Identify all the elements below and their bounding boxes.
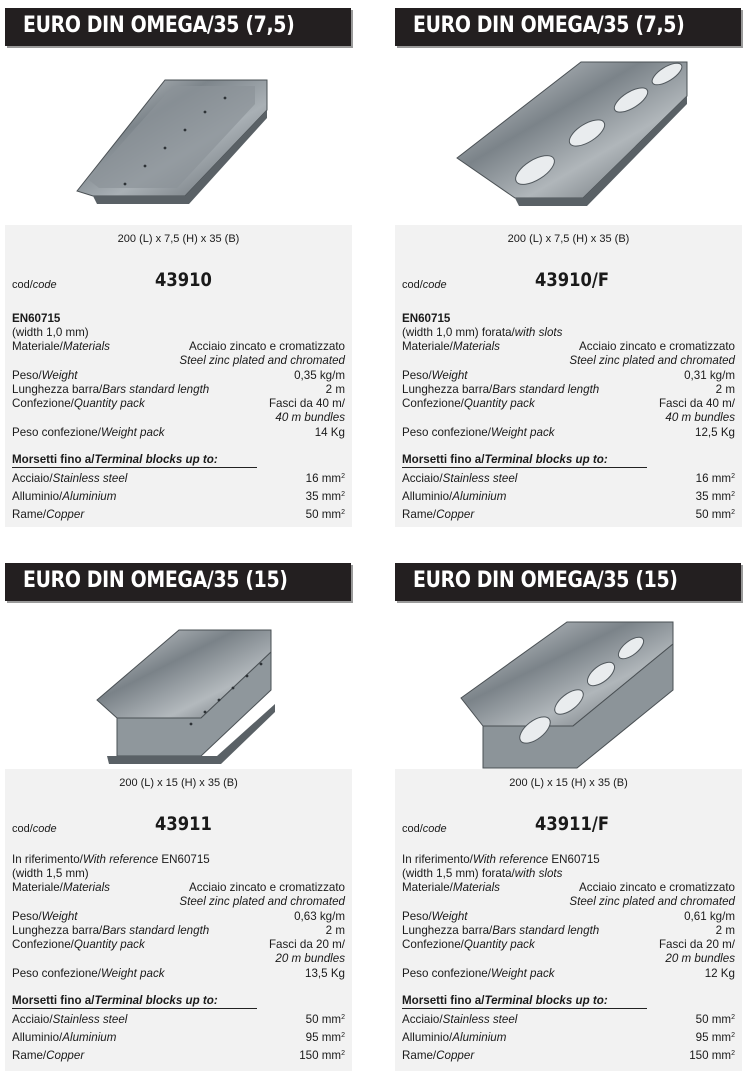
product-code: 43910/F bbox=[535, 269, 609, 291]
title-bar bbox=[395, 8, 741, 46]
aluminium-row: Alluminio/Aluminium 95 $mm^2$ bbox=[12, 1031, 345, 1044]
reference-line: In riferimento/With reference EN60715 bbox=[402, 853, 600, 866]
weight-pack-row: Peso confezione/Weight pack 14 Kg bbox=[12, 426, 345, 439]
length-row: Lunghezza barra/Bars standard length 2 m bbox=[12, 924, 345, 937]
materials-row: Materiale/Materials Acciaio zincato e cromatizzato bbox=[402, 881, 735, 894]
aluminium-row: Alluminio/Aluminium 35 $mm^2$ bbox=[12, 490, 345, 503]
weight-pack-row: Peso confezione/Weight pack 12 Kg bbox=[402, 967, 735, 980]
terminal-blocks-heading: Morsetti fino a/Terminal blocks up to: bbox=[12, 453, 257, 468]
length-row: Lunghezza barra/Bars standard length 2 m bbox=[402, 383, 735, 396]
dimensions: 200 (L) x 7,5 (H) x 35 (B) bbox=[117, 233, 240, 245]
copper-row: Rame/Copper 50 $mm^2$ bbox=[12, 508, 345, 521]
materials-row: Materiale/Materials Acciaio zincato e cromatizzato bbox=[12, 881, 345, 894]
terminal-blocks-heading: Morsetti fino a/Terminal blocks up to: bbox=[402, 994, 647, 1009]
weight-row: Peso/Weight 0,35 kg/m bbox=[12, 369, 345, 382]
code-label: cod/code bbox=[12, 823, 57, 835]
title-bar bbox=[5, 563, 351, 601]
code-label: cod/code bbox=[12, 279, 57, 291]
steel-row: Acciaio/Stainless steel 50 $mm^2$ bbox=[402, 1013, 735, 1026]
weight-row: Peso/Weight 0,31 kg/m bbox=[402, 369, 735, 382]
weight-pack-row: Peso confezione/Weight pack 12,5 Kg bbox=[402, 426, 735, 439]
width-line: (width 1,5 mm) forata/with slots bbox=[402, 867, 563, 880]
length-row: Lunghezza barra/Bars standard length 2 m bbox=[402, 924, 735, 937]
weight-row: Peso/Weight 0,63 kg/m bbox=[12, 910, 345, 923]
product-title: EURO DIN OMEGA/35 (15) bbox=[23, 568, 288, 593]
copper-row: Rame/Copper 50 $mm^2$ bbox=[402, 508, 735, 521]
weight-row: Peso/Weight 0,61 kg/m bbox=[402, 910, 735, 923]
materials-row: Materiale/Materials Acciaio zincato e cromatizzato bbox=[402, 340, 735, 353]
standard: EN60715 bbox=[402, 312, 451, 325]
terminal-blocks-heading: Morsetti fino a/Terminal blocks up to: bbox=[12, 994, 257, 1009]
terminal-blocks-heading: Morsetti fino a/Terminal blocks up to: bbox=[402, 453, 647, 468]
product-code: 43910 bbox=[155, 269, 212, 291]
product-code: 43911 bbox=[155, 813, 212, 835]
width-line: (width 1,0 mm) forata/with slots bbox=[402, 326, 563, 339]
product-title: EURO DIN OMEGA/35 (15) bbox=[413, 568, 678, 593]
copper-row: Rame/Copper 150 $mm^2$ bbox=[402, 1049, 735, 1062]
steel-row: Acciaio/Stainless steel 16 $mm^2$ bbox=[12, 472, 345, 485]
spec-panel: 200 (L) x 7,5 (H) x 35 (B) cod/code 43910 EN60715 (width 1,0 mm) Materiale/Materials Acciaio zincato e cromatizzato Steel zinc plated and chromated Peso/Weight 0,35 kg/m Lunghezza barra/Bars standard length 2 m Confezione/Quantity pack Fasci da 40 m/ 40 m bundles Peso confezione/Weight pack 14 Kg Morsetti fino a/Terminal blocks up to: Acciaio/Stainless steel 16 $mm^2$ Alluminio/Aluminium 35 $mm^2$ Rame/Copper 50 $mm^2$ bbox=[5, 225, 352, 527]
code-label: cod/code bbox=[402, 279, 447, 291]
weight-pack-row: Peso confezione/Weight pack 13,5 Kg bbox=[12, 967, 345, 980]
steel-row: Acciaio/Stainless steel 50 $mm^2$ bbox=[12, 1013, 345, 1026]
steel-row: Acciaio/Stainless steel 16 $mm^2$ bbox=[402, 472, 735, 485]
title-bar bbox=[5, 8, 351, 46]
din-rail-image bbox=[5, 603, 352, 783]
spec-panel: 200 (L) x 15 (H) x 35 (B) cod/code 43911/F In riferimento/With reference EN60715 (width 1,5 mm) forata/with slots Materiale/Materials Acciaio zincato e cromatizzato Steel zinc plated and chromated Peso/Weight 0,61 kg/m Lunghezza barra/Bars standard length 2 m Confezione/Quantity pack Fasci da 20 m/ 20 m bundles Peso confezione/Weight pack 12 Kg Morsetti fino a/Terminal blocks up to: Acciaio/Stainless steel 50 $mm^2$ Alluminio/Aluminium 95 $mm^2$ Rame/Copper 150 $mm^2$ bbox=[395, 769, 742, 1071]
width-line: (width 1,5 mm) bbox=[12, 867, 89, 880]
pack-row: Confezione/Quantity pack Fasci da 20 m/ bbox=[402, 938, 735, 951]
dimensions: 200 (L) x 7,5 (H) x 35 (B) bbox=[507, 233, 630, 245]
copper-row: Rame/Copper 150 $mm^2$ bbox=[12, 1049, 345, 1062]
product-title: EURO DIN OMEGA/35 (7,5) bbox=[23, 13, 295, 38]
product-title: EURO DIN OMEGA/35 (7,5) bbox=[413, 13, 685, 38]
width-line: (width 1,0 mm) bbox=[12, 326, 89, 339]
code-label: cod/code bbox=[402, 823, 447, 835]
aluminium-row: Alluminio/Aluminium 95 $mm^2$ bbox=[402, 1031, 735, 1044]
dimensions: 200 (L) x 15 (H) x 35 (B) bbox=[119, 777, 238, 789]
standard: EN60715 bbox=[12, 312, 61, 325]
dimensions: 200 (L) x 15 (H) x 35 (B) bbox=[509, 777, 628, 789]
title-bar bbox=[395, 563, 741, 601]
pack-row: Confezione/Quantity pack Fasci da 40 m/ bbox=[402, 397, 735, 410]
materials-row: Materiale/Materials Acciaio zincato e cromatizzato bbox=[12, 340, 345, 353]
din-rail-image bbox=[5, 48, 352, 228]
reference-line: In riferimento/With reference EN60715 bbox=[12, 853, 210, 866]
product-code: 43911/F bbox=[535, 813, 609, 835]
pack-row: Confezione/Quantity pack Fasci da 40 m/ bbox=[12, 397, 345, 410]
spec-panel: 200 (L) x 15 (H) x 35 (B) cod/code 43911 In riferimento/With reference EN60715 (width 1,5 mm) Materiale/Materials Acciaio zincato e cromatizzato Steel zinc plated and chromated Peso/Weight 0,63 kg/m Lunghezza barra/Bars standard length 2 m Confezione/Quantity pack Fasci da 20 m/ 20 m bundles Peso confezione/Weight pack 13,5 Kg Morsetti fino a/Terminal blocks up to: Acciaio/Stainless steel 50 $mm^2$ Alluminio/Aluminium 95 $mm^2$ Rame/Copper 150 $mm^2$ bbox=[5, 769, 352, 1071]
spec-panel: 200 (L) x 7,5 (H) x 35 (B) cod/code 43910/F EN60715 (width 1,0 mm) forata/with slots Materiale/Materials Acciaio zincato e cromatizzato Steel zinc plated and chromated Peso/Weight 0,31 kg/m Lunghezza barra/Bars standard length 2 m Confezione/Quantity pack Fasci da 40 m/ 40 m bundles Peso confezione/Weight pack 12,5 Kg Morsetti fino a/Terminal blocks up to: Acciaio/Stainless steel 16 $mm^2$ Alluminio/Aluminium 35 $mm^2$ Rame/Copper 50 $mm^2$ bbox=[395, 225, 742, 527]
aluminium-row: Alluminio/Aluminium 35 $mm^2$ bbox=[402, 490, 735, 503]
length-row: Lunghezza barra/Bars standard length 2 m bbox=[12, 383, 345, 396]
din-rail-slotted-image bbox=[395, 603, 742, 783]
din-rail-slotted-image bbox=[395, 48, 742, 228]
pack-row: Confezione/Quantity pack Fasci da 20 m/ bbox=[12, 938, 345, 951]
